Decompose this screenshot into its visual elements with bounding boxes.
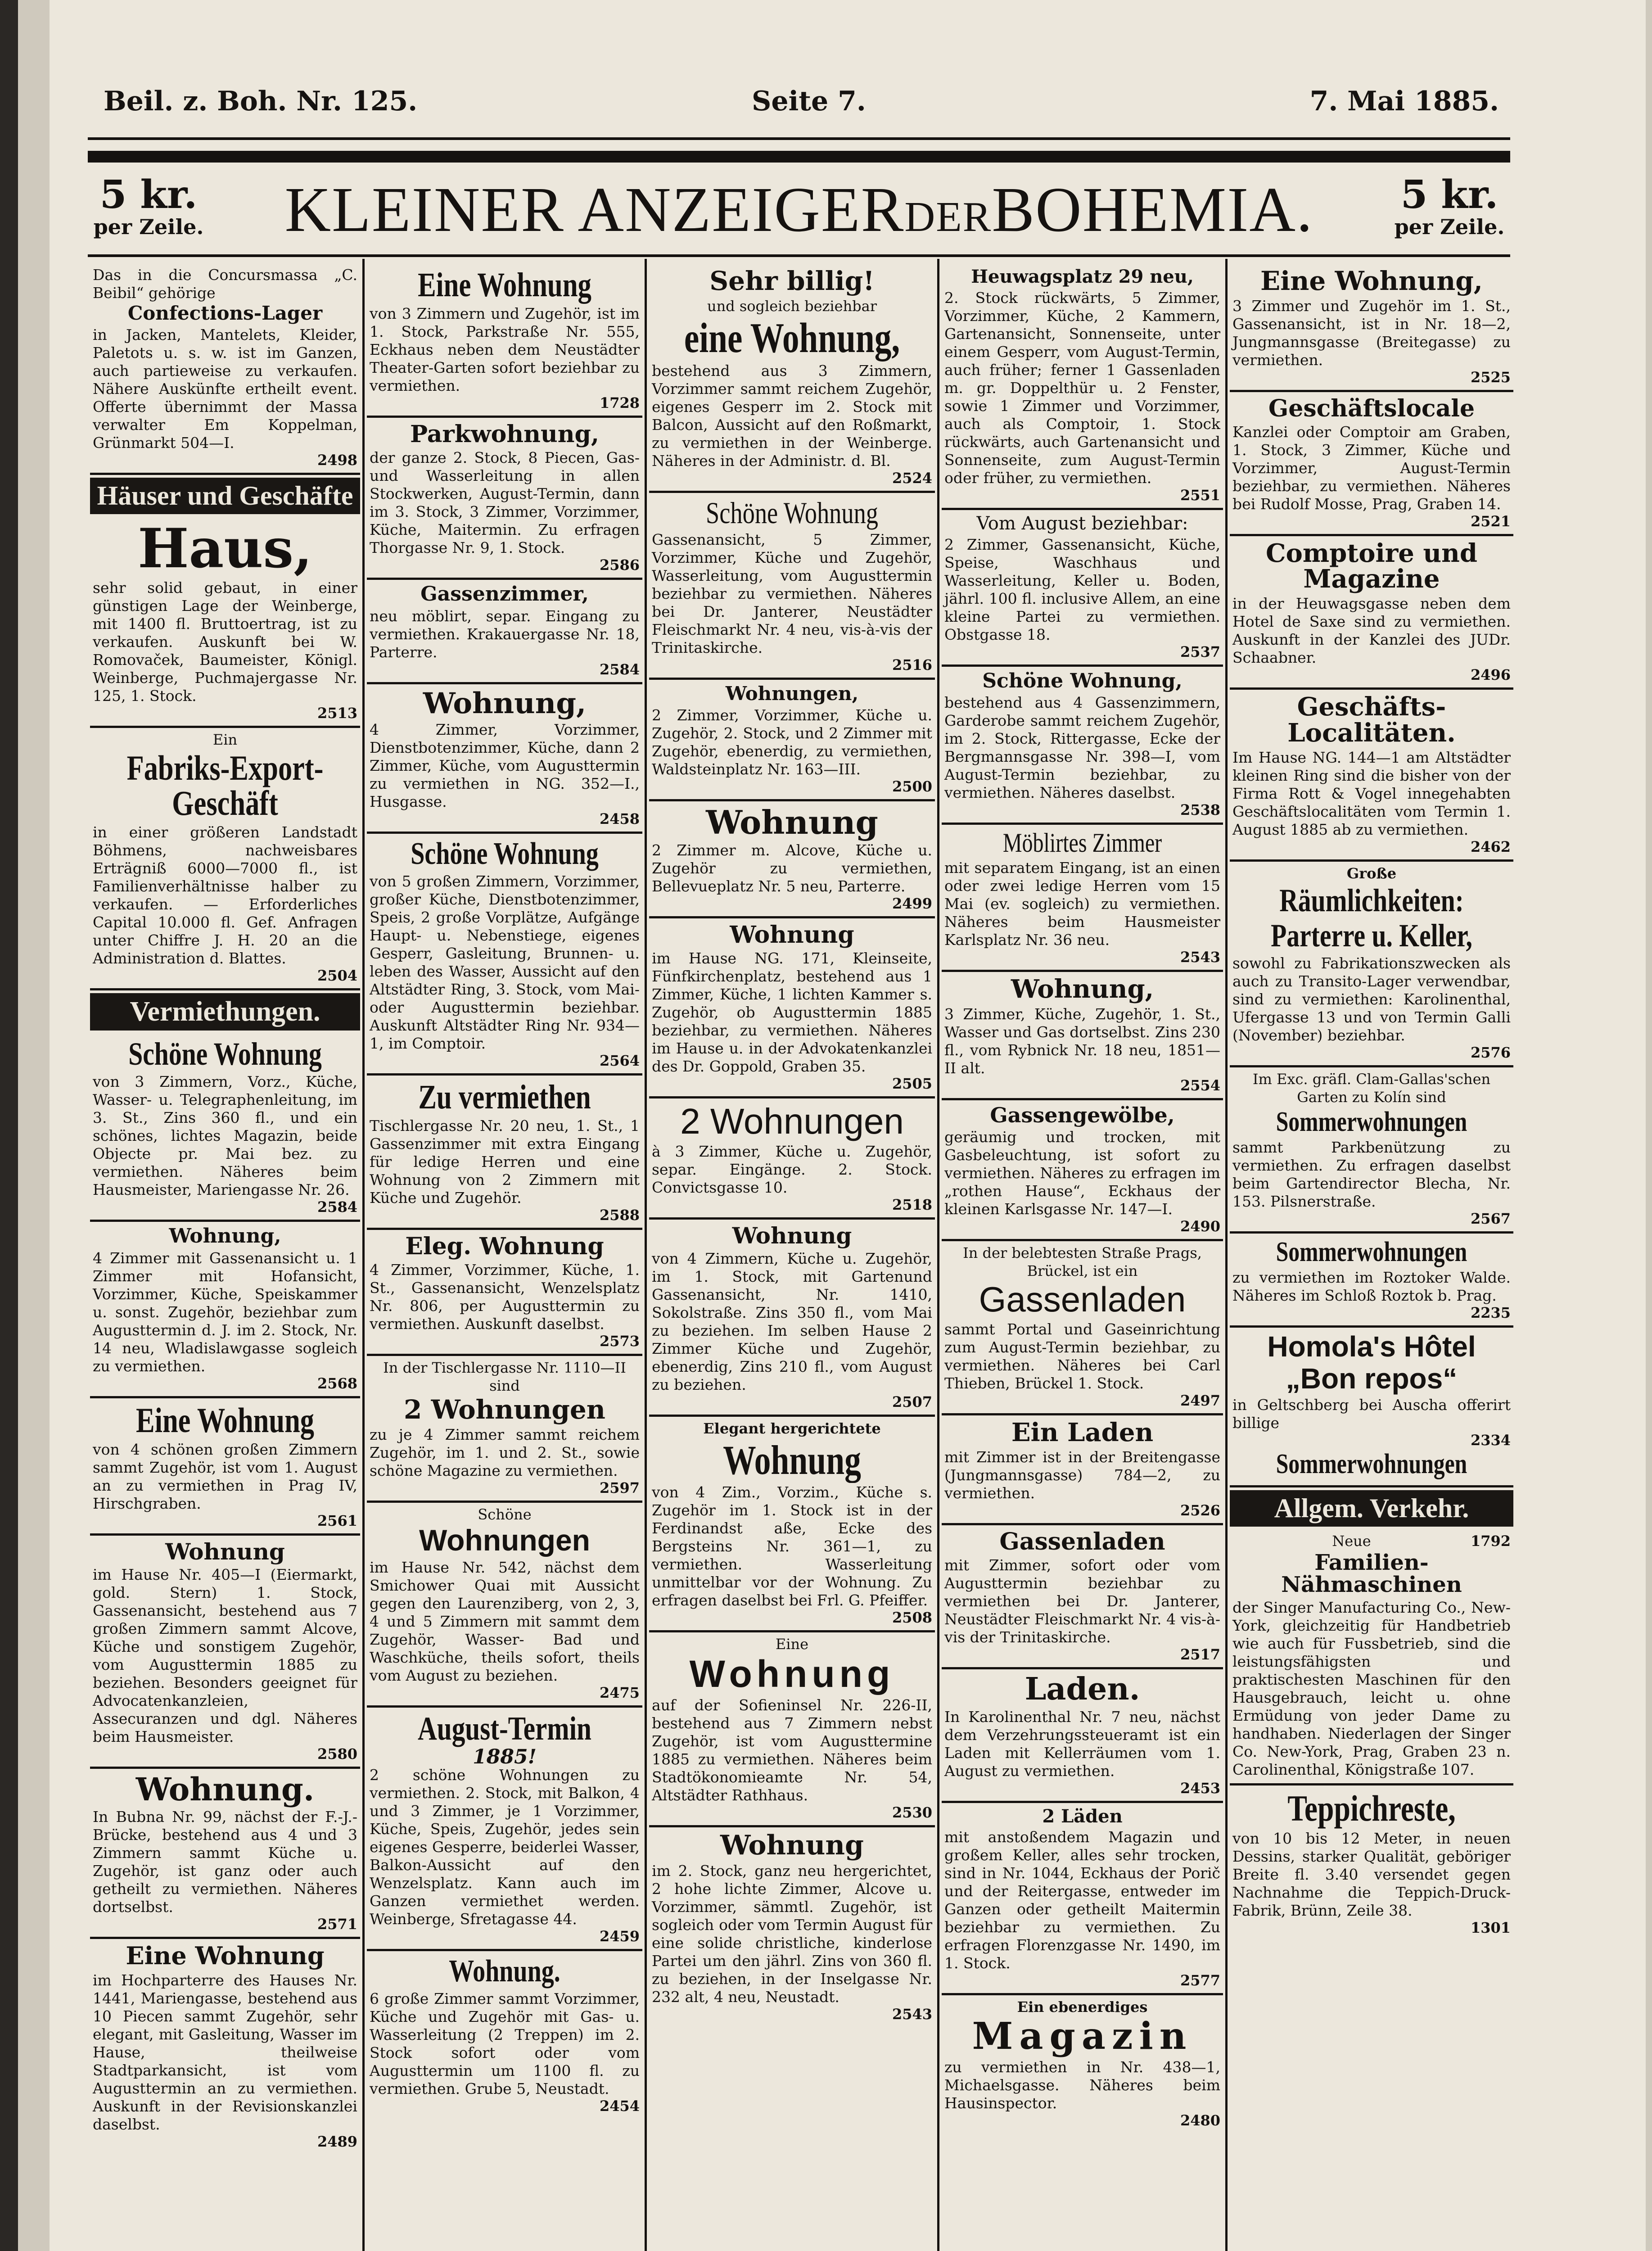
ad-wohnung-bellevue bbox=[649, 801, 935, 918]
header-thick-rule bbox=[88, 151, 1510, 163]
ad-number: 2521 bbox=[1470, 513, 1511, 530]
ad-wohnungen-smichow bbox=[367, 1503, 642, 1707]
ad-heading: Heuwagsplatz 29 neu, bbox=[971, 266, 1194, 287]
ad-text: der Singer Manufacturing Co., New-York, gleichzeitig für Handbetrieb wie auch für Fussbetrieb, sind die leistungsfähigsten und praktischesten Maschinen für den Hausgebrauch, leicht u. ohne Ermüdung von jeder Dame zu handhaben. Niederlagen der Singer Co. New-York, Prag, Graben 23 n. Carolinenthal, Königstraße 107. bbox=[1232, 1599, 1511, 1779]
ad-text: von 4 Zimmern, Küche u. Zugehör, im 1. Stock, mit Gartenund Gassenansicht, Nr. 1410, Sokolstraße. Zins 350 fl., vom Mai zu beziehen. Im selben Hause 2 Zimmer Küche und Zugehör, ebenerdig, Zins 210 fl., vom August zu beziehen. bbox=[652, 1250, 932, 1394]
ad-heading: Sommerwohnungen bbox=[1276, 1106, 1467, 1137]
ad-heading: Confections-Lager bbox=[127, 302, 323, 324]
ad-pretext: Elegant hergerichtete bbox=[703, 1420, 881, 1437]
ad-heading: Eine Wohnung, bbox=[1260, 266, 1483, 296]
ad-text: In Bubna Nr. 99, nächst der F.-J.-Brücke, bestehend aus 4 und 3 Zimmern sammt Küche u. Zugehör, ist ganz oder auch getheilt zu vermiethen. Näheres dortselbst. bbox=[93, 1808, 357, 1916]
ad-pretext: In der belebtesten Straße Prags, Brückel, ist ein bbox=[963, 1244, 1202, 1280]
ad-text: In Karolinenthal Nr. 7 neu, nächst dem Verzehrungssteueramt ist ein Laden mit Kellerräumen vom 1. August zu vermiethen. bbox=[944, 1708, 1220, 1780]
ad-heading: Wohnung, bbox=[1011, 974, 1154, 1004]
column-1 bbox=[90, 263, 360, 2251]
ad-heading: Laden. bbox=[1025, 1671, 1140, 1708]
ad-number: 2454 bbox=[599, 2097, 640, 2115]
ad-text: à 3 Zimmer, Küche u. Zugehör, separ. Eingänge. 2. Stock. Convictsgasse 10. bbox=[652, 1143, 932, 1197]
page-margin-left bbox=[18, 0, 50, 2251]
ad-text: auf der Sofieninsel Nr. 226-II, bestehend aus 7 Zimmern nebst Zugehör, ist vom Augusttermine 1885 zu vermiethen. Näheres beim Stadtökonomieamte Nr. 54, Altstädter Rathhaus. bbox=[652, 1696, 932, 1804]
ad-number: 2496 bbox=[1470, 666, 1511, 684]
ad-confections-lager bbox=[90, 263, 360, 475]
ad-wohnung-inselgasse bbox=[649, 1827, 935, 2027]
ad-heading: Schöne Wohnung bbox=[411, 836, 599, 872]
ad-wohnung-kleinseite bbox=[649, 918, 935, 1098]
ad-eine-wohnung-hochparterre bbox=[90, 1939, 360, 2154]
ad-number: 2516 bbox=[892, 656, 932, 674]
header-supplement: Beil. z. Boh. Nr. 125. bbox=[104, 86, 418, 117]
ad-number: 2505 bbox=[892, 1075, 932, 1093]
ad-eine-wohnung-jungmann bbox=[1230, 263, 1513, 392]
ad-number: 2530 bbox=[892, 1804, 932, 1821]
ad-heading: Wohnung bbox=[720, 1829, 864, 1861]
ad-heading: Wohnung, bbox=[169, 1225, 281, 1248]
ad-text: 2 schöne Wohnungen zu vermiethen. 2. Stock, mit Balkon, 4 und 3 Zimmer, je 1 Vorzimmer, Küche, Speis, Zugehör, jedes sein eigenes Gesperre, beiderlei Wasser, Balkon-Aussicht auf den Wenzelsplatz. Kann auch im Ganzen vermiethet werden. Weinberge, Sfretagasse 44. bbox=[370, 1766, 640, 1928]
ad-text: zu vermiethen im Roztoker Walde. Näheres im Schloß Roztok b. Prag. bbox=[1232, 1268, 1511, 1304]
masthead-rule bbox=[88, 254, 1510, 257]
ad-heading: Parterre u. Keller, bbox=[1271, 917, 1472, 954]
ad-number: 2462 bbox=[1470, 838, 1511, 855]
ad-number: 1728 bbox=[599, 394, 640, 411]
ad-schoene-wohnung bbox=[90, 1033, 360, 1222]
ad-heading: Zu vermiethen bbox=[418, 1078, 591, 1116]
masthead bbox=[88, 172, 1510, 245]
ad-text: Kanzlei oder Comptoir am Graben, 1. Stock, 3 Zimmer, Küche und Vorzimmer, August-Termin beziehbar, zu vermiethen. Näheres bei Rudolf Mosse, Prag, Graben 14. bbox=[1232, 423, 1511, 513]
ad-heading: 2 Läden bbox=[1042, 1805, 1123, 1827]
section-heading: Allgem. Verkehr. bbox=[1230, 1490, 1513, 1527]
ad-text: mit separatem Eingang, ist an einen oder zwei ledige Herren vom 15 Mai (ev. sogleich) zu vermiethen. Näheres beim Hausmeister Karlsplatz Nr. 36 neu. bbox=[944, 859, 1220, 949]
ad-number: 2577 bbox=[1180, 1972, 1220, 1989]
ad-wohnung-rybnick bbox=[942, 972, 1223, 1100]
ad-pretext-word: Neue bbox=[1332, 1532, 1371, 1550]
ad-august-termin bbox=[367, 1708, 642, 1951]
ad-number: 1301 bbox=[1470, 1919, 1511, 1937]
ad-eine-wohnung-parkstrasse bbox=[367, 263, 642, 418]
ad-text: 3 Zimmer und Zugehör im 1. St., Gassenansicht, ist in Nr. 18—2, Jungmannsgasse (Breitegasse) zu vermiethen. bbox=[1232, 297, 1511, 369]
masthead-title bbox=[223, 176, 1375, 251]
ad-sommerwohnungen-roztok bbox=[1230, 1234, 1513, 1328]
ad-heading: August-Termin bbox=[418, 1710, 591, 1747]
ad-heading: Ein Laden bbox=[1011, 1418, 1154, 1448]
ad-number: 2561 bbox=[317, 1512, 357, 1530]
ad-heading: Wohnung bbox=[732, 1222, 852, 1249]
ad-text: 2. Stock rückwärts, 5 Zimmer, Vorzimmer, Küche, 2 Kammern, Gartenansicht, Sonnenseite, unter einem Gesperr, vom August-Termin, auch früher; ferner 1 Gassenladen m. gr. Doppelthür u. 2 Fenster, sowie 1 Zimmer und Vorzimmer, auch als Comptoir, 1. Stock rückwärts, auch Gartenansicht und Sonnenseite, zum August-Termin oder früher, zu vermiethen. bbox=[944, 289, 1220, 487]
ad-number: 2453 bbox=[1180, 1779, 1220, 1797]
ad-heading: Geschäftslocale bbox=[1268, 395, 1475, 423]
ad-raeumlichkeiten bbox=[1230, 862, 1513, 1067]
column-4 bbox=[942, 263, 1223, 2251]
ad-sehr-billig bbox=[649, 263, 935, 493]
ad-number: 2526 bbox=[1180, 1502, 1220, 1519]
ad-teppichreste bbox=[1230, 1785, 1513, 1940]
ad-heading: Wohnung bbox=[689, 1653, 895, 1695]
ad-pretext: In der Tischlergasse Nr. 1110—II sind bbox=[383, 1359, 626, 1395]
ad-heading: Teppichreste, bbox=[1287, 1788, 1456, 1829]
binding-edge bbox=[0, 0, 18, 2251]
ad-text: 4 Zimmer mit Gassenansicht u. 1 Zimmer mit Hofansicht, Vorzimmer, Küche, Speiskammer u. sonst. Zugehör, beziehbar zum Augusttermin d. J. im 2. Stock, Nr. 14 neu, Wladislawgasse sogleich zu vermiethen. bbox=[93, 1249, 357, 1375]
ad-homola-hotel bbox=[1230, 1328, 1513, 1488]
ad-heading: Wohnungen bbox=[419, 1523, 590, 1557]
title-end: BOHEMIA. bbox=[992, 174, 1313, 245]
ad-heading: Schöne Wohnung bbox=[128, 1036, 322, 1072]
ad-sommerwohnungen-kolin bbox=[1230, 1067, 1513, 1234]
column-rule bbox=[645, 259, 647, 2251]
section-heading: Häuser und Geschäfte bbox=[90, 478, 360, 514]
ad-number: 2518 bbox=[892, 1196, 932, 1214]
ad-text: bestehend aus 4 Gassenzimmern, Garderobe sammt reichem Zugehör, im 2. Stock, Rittergasse, Ecke der Bergmannsgasse Nr. 398—I, vom August-Termin beziehbar, zu vermiethen. Näheres daselbst. bbox=[944, 694, 1220, 802]
ad-heading: Wohnung bbox=[730, 921, 854, 949]
price-right bbox=[1389, 172, 1510, 240]
title-main: KLEINER ANZEIGER bbox=[284, 174, 905, 245]
ad-number: 2504 bbox=[317, 967, 357, 985]
ad-heading: 2 Wohnungen bbox=[404, 1394, 605, 1425]
ad-text: im Hause Nr. 405—I (Eiermarkt, gold. Stern) 1. Stock, Gassenansicht, bestehend aus 7 großen Zimmern sammt Alcove, Küche und sonstigem Zugehör, vom Augusttermin 1885 zu beziehen. Besonders geeignet für Advocatenkanzleien, Assecuranzen und dgl. Näheres beim Hausmeister. bbox=[93, 1566, 357, 1746]
ad-heading: Gassengewölbe, bbox=[990, 1103, 1175, 1127]
ad-text: der ganze 2. Stock, 8 Piecen, Gas- und Wasserleitung in allen Stockwerken, August-Termin, dann im 3. Stock, 3 Zimmer, Vorzimmer, Küche, Maitermin. Zu erfragen Thorgasse Nr. 9, 1. Stock. bbox=[370, 449, 640, 557]
ad-number: 2588 bbox=[599, 1207, 640, 1224]
ad-heading: Räumlichkeiten: bbox=[1279, 882, 1464, 918]
ad-text: sowohl zu Fabrikationszwecken als auch zu Transito-Lager verwendbar, sind zu vermiethen: Karolinenthal, Ufergasse 13 und von Termin Galli (November) beziehbar. bbox=[1232, 954, 1511, 1044]
ad-text: in Geltschberg bei Auscha offerirt billige bbox=[1232, 1396, 1511, 1432]
price-amount: 5 kr. bbox=[99, 172, 198, 217]
ad-pretext bbox=[1232, 1532, 1511, 1550]
ad-text: Gassenansicht, 5 Zimmer, Vorzimmer, Küche und Zugehör, Wasserleitung, vom Augusttermin beziehbar zu vermiethen. Näheres bei Dr. Janterer, Neustädter Fleischmarkt Nr. 4 neu, vis-à-vis der Trinitaskirche. bbox=[652, 531, 932, 657]
ad-text: in einer größeren Landstadt Böhmens, nachweisbares Erträgniß 6000—7000 fl., ist Familienverhältnisse halber zu verkaufen. — Erforderliches Capital 10.000 fl. Gef. Anfragen unter Chiffre J. H. 20 an die Administration d. Blattes. bbox=[93, 823, 357, 967]
ad-number: 2235 bbox=[1470, 1304, 1511, 1321]
ad-text: von 4 schönen großen Zimmern sammt Zugehör, ist vom 1. August an zu vermiethen in Prag IV, Hirschgraben. bbox=[93, 1441, 357, 1513]
page-header bbox=[104, 86, 1499, 126]
ad-heading: Eleg. Wohnung bbox=[405, 1233, 604, 1261]
ad-parkwohnung bbox=[367, 418, 642, 580]
ad-text: in Jacken, Mantelets, Kleider, Paletots u. s. w. ist im Ganzen, auch partieweise zu verkaufen. Nähere Auskünfte ertheilt event. Offerte übernimmt der Massa verwalter Em Koppelman, Grünmarkt 504—I. bbox=[93, 325, 357, 452]
ad-number: 2568 bbox=[317, 1375, 357, 1392]
ad-number: 2551 bbox=[1180, 486, 1220, 504]
column-3 bbox=[649, 263, 935, 2251]
ad-heading: Eine Wohnung bbox=[418, 266, 591, 304]
ad-number: 2584 bbox=[599, 660, 640, 678]
price-unit: per Zeile. bbox=[1394, 215, 1505, 239]
ad-number: 2508 bbox=[892, 1609, 932, 1627]
ad-number: 2543 bbox=[892, 2005, 932, 2023]
header-rule bbox=[88, 137, 1510, 140]
ad-text: sammt Portal und Gaseinrichtung zum August-Termin beziehbar, zu vermiethen. Näheres bei Carl Thieben, Brückel 1. Stock. bbox=[944, 1320, 1220, 1392]
ad-text: im Hause Nr. 542, nächst dem Smichower Quai mit Aussicht gegen den Laurenziberg, von 2, 3, 4 und 5 Zimmern mit sammt dem Zugehör, Wasser- Bad und Waschküche, theils sofort, theils vom August zu beziehen. bbox=[370, 1558, 640, 1684]
ad-number: 2537 bbox=[1180, 643, 1220, 660]
ad-number: 2489 bbox=[317, 2133, 357, 2150]
ad-number: 1792 bbox=[1470, 1532, 1511, 1550]
ad-text: im Hochparterre des Hauses Nr. 1441, Mariengasse, bestehend aus 10 Piecen sammt Zugehör, sehr elegant, mit Gasleitung, Wasser im Hause, theilweise Stadtparkansicht, ist vom Augusttermin an zu vermiethen. Auskunft in der Revisionskanzlei daselbst. bbox=[93, 1971, 357, 2133]
page-margin-right bbox=[1646, 0, 1652, 2251]
ad-pretext: Große bbox=[1346, 864, 1397, 882]
ad-text: neu möblirt, separ. Eingang zu vermiethen. Krakauergasse Nr. 18, Parterre. bbox=[370, 607, 640, 661]
ad-number: 2334 bbox=[1470, 1432, 1511, 1449]
ad-2-wohnungen bbox=[367, 1356, 642, 1503]
price-amount: 5 kr. bbox=[1400, 172, 1499, 217]
ad-number: 2517 bbox=[1180, 1646, 1220, 1663]
ad-2-wohnungen-convict bbox=[649, 1098, 935, 1220]
ad-naehmaschinen bbox=[1230, 1529, 1513, 1785]
ad-text: zu je 4 Zimmer sammt reichem Zugehör, im 1. und 2. St., sowie schöne Magazine zu vermiethen. bbox=[370, 1426, 640, 1480]
ad-text: im 2. Stock, ganz neu hergerichtet, 2 hohe lichte Zimmer, Alcove u. Vorzimmer, sämmtl. Zugehör, ist sogleich oder vom Termin August für eine solide christliche, kinderlose Partei um den jährl. Zins von 360 fl. zu beziehen, in der Inselgasse Nr. 232 alt, 4 neu, Neustadt. bbox=[652, 1862, 932, 2006]
ad-number: 2554 bbox=[1180, 1076, 1220, 1094]
ad-heading: „Bon repos“ bbox=[1286, 1362, 1458, 1395]
ad-heading: Gassenladen bbox=[979, 1279, 1186, 1320]
ad-pretext: Schöne bbox=[478, 1506, 532, 1523]
ad-gassenladen-brueckel bbox=[942, 1241, 1223, 1415]
ad-number: 2584 bbox=[317, 1198, 357, 1216]
ad-heading: Wohnung bbox=[723, 1437, 861, 1483]
ad-text: mit Zimmer, sofort oder vom Augusttermin beziehbar zu vermiethen bei Dr. Janterer, Neustädter Fleischmarkt Nr. 4 vis-à-vis der Trinitaskirche. bbox=[944, 1556, 1220, 1646]
ad-wohnungen-waldstein bbox=[649, 680, 935, 801]
section-heading: Vermiethungen. bbox=[90, 993, 360, 1031]
ad-heading: Wohnungen, bbox=[725, 683, 859, 705]
ad-heading: Parkwohnung, bbox=[410, 420, 599, 448]
ad-number: 2586 bbox=[599, 556, 640, 574]
column-rule bbox=[1225, 259, 1228, 2251]
ad-text: 4 Zimmer, Vorzimmer, Dienstbotenzimmer, Küche, dann 2 Zimmer, Küche, vom Augusttermin zu vermiethen in NG. 352—I., Husgasse. bbox=[370, 721, 640, 811]
ad-eleg-wohnung bbox=[367, 1230, 642, 1356]
ad-vom-august bbox=[942, 510, 1223, 667]
ad-number: 2475 bbox=[599, 1684, 640, 1701]
price-unit: per Zeile. bbox=[93, 215, 204, 239]
ad-heading: Homola's Hôtel bbox=[1267, 1330, 1476, 1363]
ad-text: mit anstoßendem Magazin und großem Keller, alles sehr trocken, sind in Nr. 1044, Eckhaus der Porič und der Reitergasse, entweder im Ganzen oder getheilt Maitermin beziehbar zu vermiethen. Zu erfragen Florenzgasse Nr. 1490, im 1. Stock. bbox=[944, 1828, 1220, 1972]
column-2 bbox=[367, 263, 642, 2251]
ad-heading: Wohnung. bbox=[135, 1771, 315, 1808]
ad-number: 2524 bbox=[892, 470, 932, 487]
ad-haus bbox=[90, 517, 360, 728]
ad-magazin bbox=[942, 1995, 1223, 2133]
ad-text: 2 Zimmer, Vorzimmer, Küche u. Zugehör, 2. Stock, und 2 Zimmer mit Zugehör, ebenerdig, zu vermiethen, Waldsteinplatz Nr. 163—III. bbox=[652, 706, 932, 778]
column-rule bbox=[937, 259, 939, 2251]
ad-number: 2538 bbox=[1180, 801, 1220, 819]
ad-number: 2499 bbox=[892, 895, 932, 913]
ad-number: 2507 bbox=[892, 1393, 932, 1411]
ad-heading: Eine Wohnung bbox=[135, 1401, 314, 1440]
ad-text: von 4 Zim., Vorzim., Küche s. Zugehör im 1. Stock ist in der Ferdinandst aße, Ecke des Bergsteins Nr. 361—1, zu vermiethen. Wasserleitung unmittelbar vor der Wohnung. Zu erfragen daselbst bei Frl. G. Pfeiffer. bbox=[652, 1483, 932, 1609]
ad-wohnung-bubna bbox=[90, 1769, 360, 1939]
ad-heading: Schöne Wohnung bbox=[706, 496, 878, 530]
ad-number: 2564 bbox=[599, 1052, 640, 1070]
ad-zu-vermiethen bbox=[367, 1076, 642, 1230]
ad-heading: Familien-Nähmaschinen bbox=[1281, 1550, 1462, 1598]
ad-pretext: Ein bbox=[212, 731, 238, 749]
ad-heading: Comptoire und Magazine bbox=[1265, 538, 1478, 594]
header-date: 7. Mai 1885. bbox=[1309, 86, 1499, 117]
ad-text: sammt Parkbenützung zu vermiethen. Zu erfragen daselbst beim Gartendirector Blecha, Nr. 153. Pilsnerstraße. bbox=[1232, 1138, 1511, 1210]
ad-number: 2573 bbox=[599, 1333, 640, 1350]
ad-heading: eine Wohnung, bbox=[684, 315, 900, 362]
ad-pretext: Ein ebenerdiges bbox=[1017, 1998, 1148, 2016]
ad-text: 2 Zimmer, Gassenansicht, Küche, Speise, Waschhaus und Wasserleitung, Keller u. Boden, jährl. 100 fl. inclusive Allem, an eine kleine Partei zu vermiethen. Obstgasse 18. bbox=[944, 535, 1220, 643]
ad-wohnung bbox=[90, 1222, 360, 1398]
ad-heading: Sommerwohnungen bbox=[1276, 1449, 1467, 1480]
ad-number: 2597 bbox=[599, 1479, 640, 1497]
ad-number: 2497 bbox=[1180, 1392, 1220, 1410]
header-page: Seite 7. bbox=[752, 86, 866, 117]
ad-wohnung-sokol bbox=[649, 1220, 935, 1417]
ad-heading: Wohnung bbox=[706, 803, 878, 841]
ad-wohnung-eiermarkt bbox=[90, 1536, 360, 1769]
ad-heuwagsplatz bbox=[942, 263, 1223, 510]
ad-heading: Wohnung. bbox=[449, 1953, 560, 1989]
ad-fabriks-export bbox=[90, 728, 360, 990]
ad-wohnung-grube bbox=[367, 1951, 642, 2119]
ad-elegant-wohnung bbox=[649, 1417, 935, 1632]
ad-heading: 2 Wohnungen bbox=[680, 1101, 904, 1142]
ad-heading: Geschäfts-Localitäten. bbox=[1287, 692, 1456, 748]
ad-number: 2580 bbox=[317, 1745, 357, 1763]
ad-number: 2480 bbox=[1180, 2111, 1220, 2129]
ad-text: im Hause NG. 171, Kleinseite, Fünfkirchenplatz, bestehend aus 1 Zimmer, Küche, 1 lichten Kammer s. Zugehör, ob Augusttermin 1885 beziehbar, zu vermiethen. Näheres im Hause u. in der Advokatenkanzlei des Dr. Goppold, Graben 35. bbox=[652, 949, 932, 1076]
ad-number: 2513 bbox=[317, 705, 357, 722]
ad-heading: Haus, bbox=[138, 516, 312, 580]
ad-heading: Möblirtes Zimmer bbox=[1002, 828, 1162, 858]
ad-number: 2543 bbox=[1180, 949, 1220, 966]
ad-number: 2498 bbox=[317, 451, 357, 469]
column-rule bbox=[362, 259, 365, 2251]
ad-number: 2459 bbox=[599, 1927, 640, 1945]
title-der: DER bbox=[904, 194, 992, 240]
ad-text: 4 Zimmer, Vorzimmer, Küche, 1. St., Gassenansicht, Wenzelsplatz Nr. 806, per Augusttermin zu vermiethen. Auskunft daselbst. bbox=[370, 1261, 640, 1333]
ad-number: 2458 bbox=[599, 810, 640, 828]
ad-heading: Magazin bbox=[972, 2015, 1193, 2058]
ad-text: von 3 Zimmern und Zugehör, ist im 1. Stock, Parkstraße Nr. 555, Eckhaus neben dem Neustädter Theater-Garten sofort beziehbar zu vermiethen. bbox=[370, 305, 640, 394]
ad-gassenladen bbox=[942, 1525, 1223, 1669]
ad-number: 2500 bbox=[892, 777, 932, 795]
ad-ein-laden bbox=[942, 1415, 1223, 1525]
ad-text: zu vermiethen in Nr. 438—1, Michaelsgasse. Näheres beim Hausinspector. bbox=[944, 2058, 1220, 2112]
ad-number: 2525 bbox=[1470, 369, 1511, 386]
ad-text: bestehend aus 3 Zimmern, Vorzimmer sammt reichem Zugehör, eigenes Gesperr im 2. Stock mit Balcon, Aussicht auf den Roßmarkt, zu vermiethen in der Weinberge. Näheres in der Administr. d. Bl. bbox=[652, 362, 932, 470]
ad-text: in der Heuwagsgasse neben dem Hotel de Saxe sind zu vermiethen. Auskunft in der Kanzlei des JUDr. Schaabner. bbox=[1232, 595, 1511, 667]
ad-text: von 10 bis 12 Meter, in neuen Dessins, starker Qualität, geböriger Breite fl. 3.40 versendet gegen Nachnahme die Teppich-Druck-Fabrik, Brünn, Zeile 38. bbox=[1232, 1830, 1511, 1920]
ad-text: 3 Zimmer, Küche, Zugehör, 1. St., Wasser und Gas dortselbst. Zins 230 fl., vom Rybnick Nr. 18 neu, 1851—II alt. bbox=[944, 1005, 1220, 1077]
ad-2-laeden bbox=[942, 1803, 1223, 1996]
ad-heading: Gassenzimmer, bbox=[420, 583, 589, 606]
ad-pretext: Eine bbox=[775, 1636, 809, 1653]
ad-moeblirtes-zimmer bbox=[942, 825, 1223, 972]
ad-text: mit Zimmer ist in der Breitengasse (Jungmannsgasse) 784—2, zu vermiethen. bbox=[944, 1448, 1220, 1502]
ad-eine-wohnung bbox=[90, 1398, 360, 1536]
column-5 bbox=[1230, 263, 1513, 2251]
ad-schoene-wohnung-ritter bbox=[942, 667, 1223, 825]
price-left bbox=[88, 172, 209, 240]
ad-text: 2 Zimmer m. Alcove, Küche u. Zugehör zu vermiethen, Bellevueplatz Nr. 5 neu, Parterre. bbox=[652, 841, 932, 895]
ad-text: Im Hause NG. 144—1 am Altstädter kleinen Ring sind die bisher von der Firma Rott & Vogel innegehabten Geschäftslocalitäten vom Termin 1. August 1885 ab zu vermiethen. bbox=[1232, 748, 1511, 838]
ad-text: von 3 Zimmern, Vorz., Küche, Wasser- u. Telegraphenleitung, im 3. St., Zins 360 fl., und ein schönes, lichtes Magazin, beide Objecte pr. Mai bez. zu vermiethen. Näheres beim Hausmeister, Mariengasse Nr. 26. bbox=[93, 1073, 357, 1199]
ad-heading: Wohnung bbox=[165, 1538, 285, 1565]
ad-heading: Schöne Wohnung, bbox=[982, 669, 1183, 692]
ad-geschaeftslocale bbox=[1230, 392, 1513, 536]
ad-wohnung-husgasse bbox=[367, 684, 642, 834]
ad-laden-karolinenthal bbox=[942, 1669, 1223, 1803]
ad-number: 2567 bbox=[1470, 1210, 1511, 1227]
ad-text: sehr solid gebaut, in einer günstigen Lage der Weinberge, mit 1400 fl. Bruttoertrag, ist zu verkaufen. Auskunft bei W. Romovaček, Baumeister, Königl. Weinberge, Puchmajergasse Nr. 125, 1. Stock. bbox=[93, 579, 357, 705]
ad-comptoire-magazine bbox=[1230, 536, 1513, 690]
ad-text: Tischlergasse Nr. 20 neu, 1. St., 1 Gassenzimmer mit extra Eingang für ledige Herren und eine Wohnung von 2 Zimmern mit Küche und Zugehör. bbox=[370, 1117, 640, 1207]
ad-gassengewoelbe bbox=[942, 1100, 1223, 1242]
ad-subheading: und sogleich beziehbar bbox=[707, 298, 877, 315]
ad-text: 6 große Zimmer sammt Vorzimmer, Küche und Zugehör mit Gas- u. Wasserleitung (2 Treppen) im 2. Stock sofort oder vom Augusttermin um 1100 fl. zu vermiethen. Grube 5, Neustadt. bbox=[370, 1989, 640, 2097]
ad-text: Das in die Concursmassa „C. Beibil“ gehörige bbox=[93, 266, 357, 302]
ad-pretext: Im Exc. gräfl. Clam-Gallas'schen Garten zu Kolín sind bbox=[1252, 1070, 1491, 1106]
ad-heading: Fabriks-Export-Geschäft bbox=[126, 748, 324, 823]
ad-heading: Gassenladen bbox=[999, 1528, 1165, 1556]
ad-gassenzimmer bbox=[367, 580, 642, 684]
ad-number: 2571 bbox=[317, 1916, 357, 1933]
ad-heading: Vom August beziehbar: bbox=[976, 513, 1188, 534]
ad-schoene-wohnung-fleischmarkt bbox=[649, 493, 935, 680]
ad-geschaefts-localitaeten bbox=[1230, 690, 1513, 861]
ad-number: 2490 bbox=[1180, 1218, 1220, 1235]
ad-heading: Sehr billig! bbox=[709, 266, 875, 296]
ad-number: 2576 bbox=[1470, 1044, 1511, 1061]
ad-text: von 5 großen Zimmern, Vorzimmer, großer Küche, Dienstbotenzimmer, Speis, 2 große Vorplätze, Aufgänge Haupt- u. Nebenstiege, eigenes Gesperr, Gasleitung, Brunnen- u. leben des Wasser, Aussicht auf den Altstädter Ring, 3. Stock, vom Mai- oder Augusttermin beziehbar. Auskunft Altstädter Ring Nr. 934—1, im Comptoir. bbox=[370, 872, 640, 1053]
ad-schoene-wohnung-ring bbox=[367, 834, 642, 1076]
ad-text: geräumig und trocken, mit Gasbeleuchtung, ist sofort zu vermiethen. Näheres zu erfragen im „rothen Hause“, Eckhaus der kleinen Karlsgasse Nr. 147—I. bbox=[944, 1128, 1220, 1218]
ad-heading: Wohnung, bbox=[423, 686, 587, 720]
ad-eine-wohnung-sofieninsel bbox=[649, 1632, 935, 1827]
ad-heading: Eine Wohnung bbox=[126, 1941, 325, 1971]
ad-subheading: 1885! bbox=[473, 1745, 537, 1768]
ad-heading: Sommerwohnungen bbox=[1276, 1236, 1467, 1267]
